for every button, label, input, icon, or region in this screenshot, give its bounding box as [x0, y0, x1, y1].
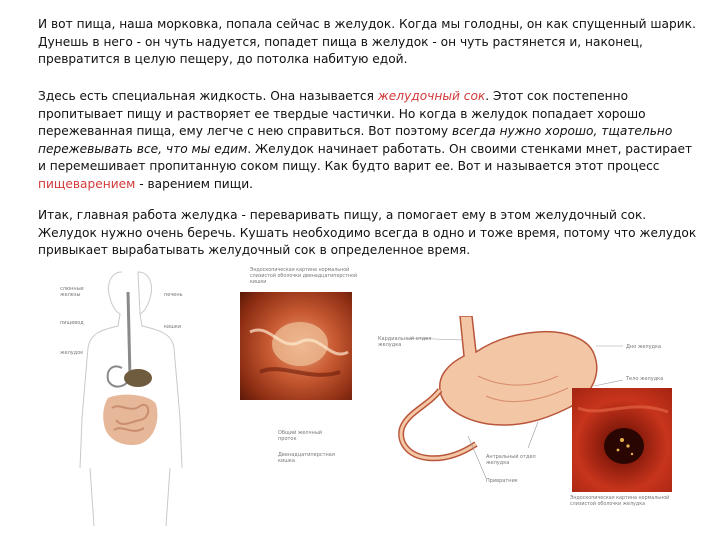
- stomach-label-bile-duct: Общий желчный проток: [278, 430, 323, 442]
- text-part: . Этот сок постепенно пропитывает пищу и растворяет ее твердые частички. Но когда в желудок попадает хорошо пережеванная пища, ему легче с нею справиться. Вот поэтому: [38, 89, 646, 138]
- term-gastric-juice: желудочный сок: [377, 89, 486, 103]
- body-outline-illustration: [60, 268, 200, 528]
- stomach-label-antrum: Антральный отдел желудка: [486, 454, 536, 466]
- body-label: кишки: [164, 324, 182, 330]
- text-part: . Желудок начинает работать. Он своими стенками мнет, растирает и перемешивает пропитанную соком пищу. Как будто варит ее. Вот и называется этот процесс: [38, 141, 693, 173]
- paragraph-stomach-intro: И вот пища, наша морковка, попала сейчас в желудок. Когда мы голодны, он как спущенный шарик. Дунешь в него - он чуть надуется, попадет пища в желудок - он чуть растянется и, наконец, превратится в целую пещеру, до потолка набитую едой.: [38, 17, 696, 66]
- text-part: Здесь есть специальная жидкость. Она называется: [38, 89, 378, 103]
- body-label: печень: [164, 292, 183, 298]
- endoscopy-photo-texture: [572, 388, 672, 492]
- paragraph-stomach-care: Итак, главная работа желудка - переваривать пищу, а помогает ему в этом желудочный сок. Желудок нужно очень беречь. Кушать необходимо всегда в одно и тоже время, потому что желудок привыкает вырабатывать желудочный сок в определенное время.: [38, 208, 697, 257]
- body-digestive-figure: [60, 268, 200, 528]
- advice-chew-well: всегда нужно хорошо, тщательно пережевывать все, что мы едим: [38, 124, 673, 156]
- body-label: пищевод: [60, 320, 84, 326]
- term-digestion: пищеварением: [38, 176, 136, 191]
- stomach-label-pylorus: Привратник: [486, 478, 518, 484]
- body-label: желудок: [60, 350, 84, 356]
- photo1-caption: Эндоскопическая картина нормальной слизистой оболочки двенадцатиперстной кишки: [250, 268, 358, 285]
- stomach-label-cardia: Кардиальный отдел желудка: [378, 336, 432, 348]
- stomach-label-duodenum: Двенадцатиперстная кишка: [278, 452, 335, 464]
- paragraph-gastric-juice: [38, 88, 698, 193]
- endoscopy-photo-stomach: [572, 388, 672, 492]
- endoscopy-photo-texture: [240, 292, 352, 400]
- photo2-caption: Эндоскопическая картина нормальной слизистой оболочки желудка: [570, 496, 670, 507]
- stomach-label-body: Тело желудка: [626, 376, 664, 382]
- body-label: слюнные железы: [60, 286, 84, 298]
- text-part: - варением пищи.: [135, 176, 253, 191]
- endoscopy-photo-duodenum: [240, 292, 352, 400]
- stomach-label-fundus: Дно желудка: [626, 344, 662, 350]
